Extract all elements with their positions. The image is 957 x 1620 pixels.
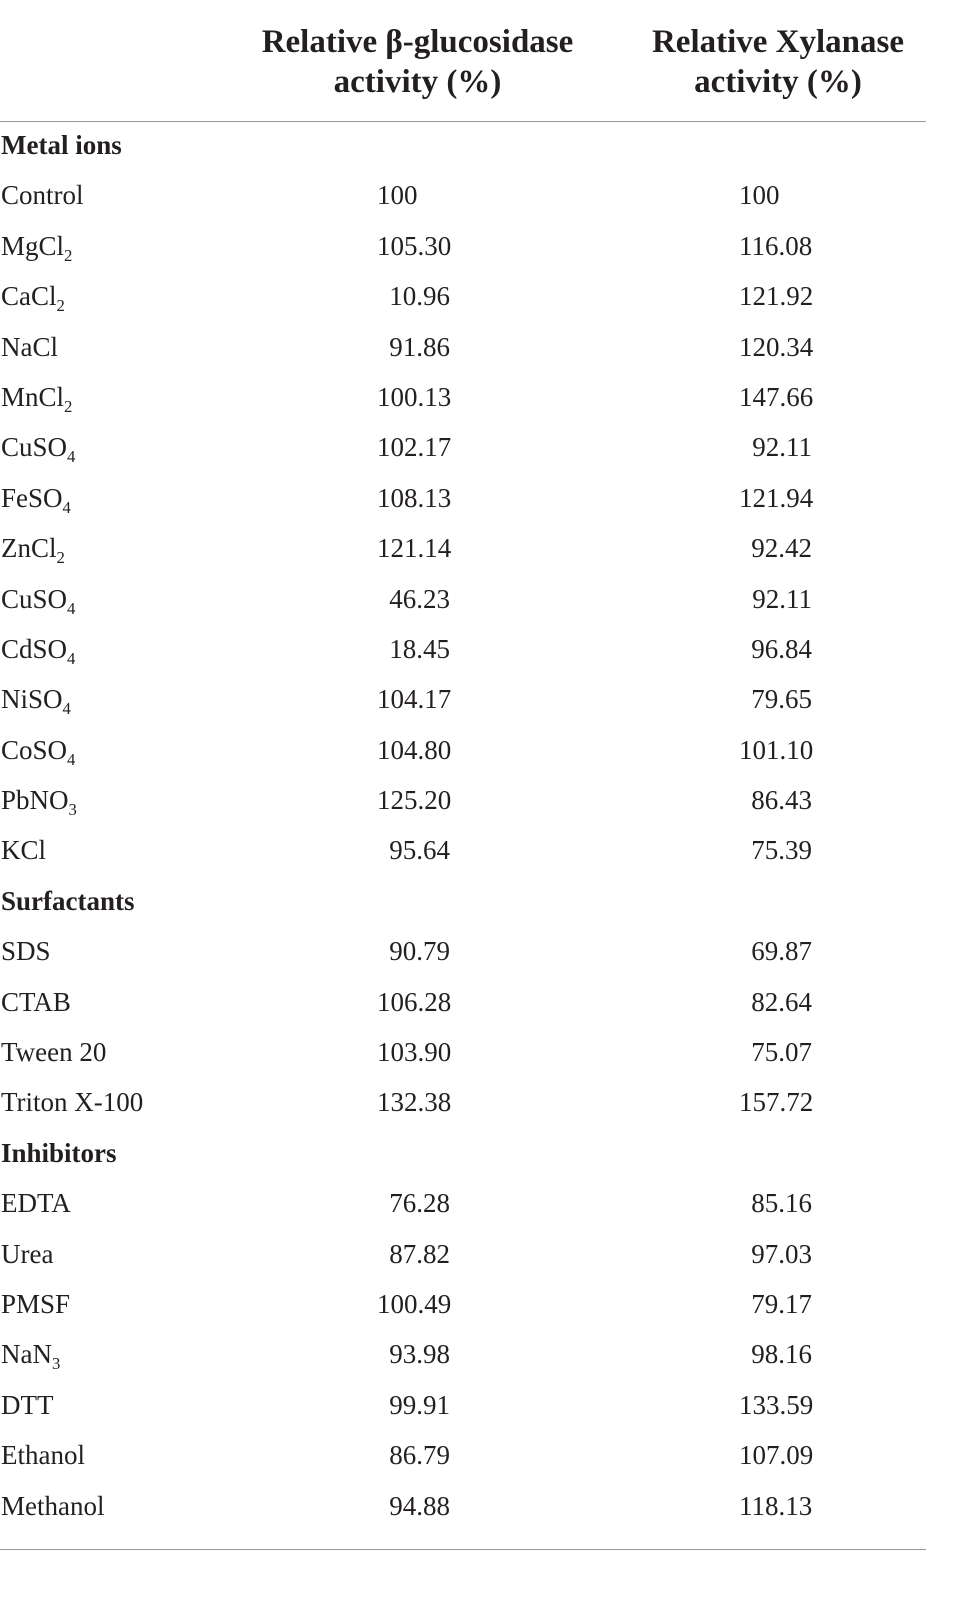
beta-glucosidase-value: 46.23	[389, 583, 450, 614]
table-row	[0, 574, 926, 624]
row-label	[1, 1178, 71, 1228]
row-label-text: Control	[1, 180, 84, 211]
row-label	[1, 1430, 85, 1480]
table-row	[0, 825, 926, 875]
row-label-subscript: 2	[64, 245, 73, 265]
row-label	[1, 574, 75, 624]
beta-glucosidase-value: 86.79	[389, 1440, 450, 1471]
table-row	[0, 1430, 926, 1480]
table-row	[0, 775, 926, 825]
row-label-text: PbNO	[1, 785, 69, 816]
row-label	[1, 221, 72, 271]
section-header-row	[0, 876, 926, 926]
section-label	[1, 1128, 117, 1178]
row-label-text: CdSO	[1, 633, 68, 664]
table-row	[0, 170, 926, 220]
table-row	[0, 926, 926, 976]
row-label	[1, 926, 51, 976]
row-label-text: Methanol	[1, 1490, 105, 1521]
row-label-subscript: 2	[56, 296, 65, 316]
xylanase-value: 69.87	[751, 936, 812, 967]
section-label	[1, 120, 122, 170]
row-label	[1, 1279, 70, 1329]
row-label	[1, 422, 75, 472]
beta-glucosidase-value: 100	[377, 180, 418, 211]
row-label	[1, 372, 72, 422]
row-label-text: CoSO	[1, 734, 68, 765]
xylanase-value: 101.10	[739, 734, 814, 765]
section-header-row	[0, 1128, 926, 1178]
row-label	[1, 977, 71, 1027]
table-row	[0, 725, 926, 775]
row-label-text: Metal ions	[1, 130, 122, 160]
table-row	[0, 674, 926, 724]
row-label	[1, 271, 65, 321]
table-row	[0, 221, 926, 271]
beta-glucosidase-value: 108.13	[377, 482, 452, 513]
row-label-text: KCl	[1, 835, 47, 866]
xylanase-value: 79.65	[751, 684, 812, 715]
table-row	[0, 1178, 926, 1228]
header-beta-glucosidase: Relative β-glucosidase activity (%)	[261, 24, 574, 100]
beta-glucosidase-value: 93.98	[389, 1339, 450, 1370]
row-label-subscript: 4	[62, 699, 71, 719]
table-row	[0, 977, 926, 1027]
row-label	[1, 674, 71, 724]
xylanase-value: 75.07	[751, 1037, 812, 1068]
xylanase-value: 96.84	[751, 633, 812, 664]
row-label-text: PMSF	[1, 1288, 71, 1319]
xylanase-value: 92.11	[752, 432, 812, 463]
beta-glucosidase-value: 121.14	[377, 533, 452, 564]
table-row	[0, 422, 926, 472]
row-label-text: Urea	[1, 1238, 54, 1269]
beta-glucosidase-value: 102.17	[377, 432, 452, 463]
header-xylanase: Relative Xylanase activity (%)	[651, 24, 905, 100]
xylanase-value: 85.16	[751, 1188, 812, 1219]
table-row	[0, 1279, 926, 1329]
row-label-text: NaCl	[1, 331, 58, 362]
xylanase-value: 97.03	[751, 1238, 812, 1269]
table-bottom-rule	[0, 1549, 926, 1550]
beta-glucosidase-value: 105.30	[377, 230, 452, 261]
table-row	[0, 624, 926, 674]
beta-glucosidase-value: 132.38	[377, 1087, 452, 1118]
row-label-text: NiSO	[1, 684, 63, 715]
row-label-text: ZnCl	[1, 533, 57, 564]
row-label-text: CTAB	[1, 986, 71, 1017]
row-label-text: Inhibitors	[1, 1137, 117, 1168]
xylanase-value: 92.11	[752, 583, 812, 614]
xylanase-value: 157.72	[739, 1087, 814, 1118]
row-label-text: Triton X-100	[1, 1087, 144, 1118]
table-header	[0, 0, 926, 122]
row-label	[1, 725, 75, 775]
table-row	[0, 372, 926, 422]
row-label-text: CuSO	[1, 432, 68, 463]
table-row	[0, 1329, 926, 1379]
beta-glucosidase-value: 76.28	[389, 1188, 450, 1219]
xylanase-value: 79.17	[751, 1288, 812, 1319]
beta-glucosidase-value: 18.45	[389, 633, 450, 664]
xylanase-value: 121.94	[739, 482, 814, 513]
row-label	[1, 523, 65, 573]
row-label-subscript: 4	[67, 598, 76, 618]
xylanase-value: 98.16	[751, 1339, 812, 1370]
beta-glucosidase-value: 95.64	[389, 835, 450, 866]
row-label	[1, 1481, 104, 1531]
row-label	[1, 170, 84, 220]
row-label-text: NaN	[1, 1339, 52, 1370]
xylanase-value: 86.43	[751, 785, 812, 816]
xylanase-value: 75.39	[751, 835, 812, 866]
row-label	[1, 1380, 53, 1430]
row-label	[1, 1077, 143, 1127]
row-label-text: EDTA	[1, 1188, 71, 1219]
beta-glucosidase-value: 10.96	[389, 281, 450, 312]
row-label-text: MnCl	[1, 381, 65, 412]
row-label	[1, 1229, 53, 1279]
row-label	[1, 1329, 60, 1379]
beta-glucosidase-value: 103.90	[377, 1037, 452, 1068]
xylanase-value: 121.92	[739, 281, 814, 312]
xylanase-value: 107.09	[739, 1440, 814, 1471]
beta-glucosidase-value: 94.88	[389, 1490, 450, 1521]
beta-glucosidase-value: 99.91	[389, 1389, 450, 1420]
table-row	[0, 523, 926, 573]
xylanase-value: 100	[739, 180, 780, 211]
beta-glucosidase-value: 100.49	[377, 1288, 452, 1319]
row-label-subscript: 4	[62, 497, 71, 517]
row-label-subscript: 4	[67, 749, 76, 769]
table-row	[0, 271, 926, 321]
row-label-text: DTT	[1, 1389, 54, 1420]
xylanase-value: 92.42	[751, 533, 812, 564]
beta-glucosidase-value: 87.82	[389, 1238, 450, 1269]
beta-glucosidase-value: 100.13	[377, 381, 452, 412]
table-row	[0, 473, 926, 523]
row-label-text: CaCl	[1, 281, 57, 312]
table-row	[0, 1027, 926, 1077]
beta-glucosidase-value: 104.80	[377, 734, 452, 765]
xylanase-value: 116.08	[739, 230, 813, 261]
row-label	[1, 1027, 106, 1077]
xylanase-value: 118.13	[739, 1490, 813, 1521]
beta-glucosidase-value: 125.20	[377, 785, 452, 816]
row-label-subscript: 2	[64, 396, 73, 416]
row-label-subscript: 2	[56, 547, 65, 567]
row-label	[1, 624, 75, 674]
table-row	[0, 1077, 926, 1127]
xylanase-value: 82.64	[751, 986, 812, 1017]
table-row	[0, 322, 926, 372]
row-label-subscript: 3	[68, 799, 77, 819]
row-label-text: CuSO	[1, 583, 68, 614]
beta-glucosidase-value: 90.79	[389, 936, 450, 967]
row-label-text: Ethanol	[1, 1440, 85, 1471]
row-label	[1, 473, 71, 523]
table-row	[0, 1229, 926, 1279]
beta-glucosidase-value: 91.86	[389, 331, 450, 362]
beta-glucosidase-value: 106.28	[377, 986, 452, 1017]
xylanase-value: 133.59	[739, 1389, 814, 1420]
row-label-subscript: 4	[67, 447, 76, 467]
xylanase-value: 120.34	[739, 331, 814, 362]
row-label	[1, 322, 58, 372]
row-label-subscript: 3	[51, 1354, 61, 1374]
section-label	[1, 876, 135, 926]
row-label-text: Surfactants	[1, 885, 135, 916]
row-label	[1, 825, 46, 875]
section-header-row	[0, 120, 926, 170]
xylanase-value: 147.66	[739, 381, 814, 412]
row-label-text: FeSO	[1, 482, 63, 513]
table-body	[0, 120, 926, 1531]
row-label-text: Tween 20	[1, 1037, 107, 1068]
table-row	[0, 1380, 926, 1430]
beta-glucosidase-value: 104.17	[377, 684, 452, 715]
row-label-subscript: 4	[67, 648, 76, 668]
row-label-text: SDS	[1, 936, 51, 967]
table-row	[0, 1481, 926, 1531]
row-label-text: MgCl	[1, 230, 65, 261]
row-label	[1, 775, 77, 825]
